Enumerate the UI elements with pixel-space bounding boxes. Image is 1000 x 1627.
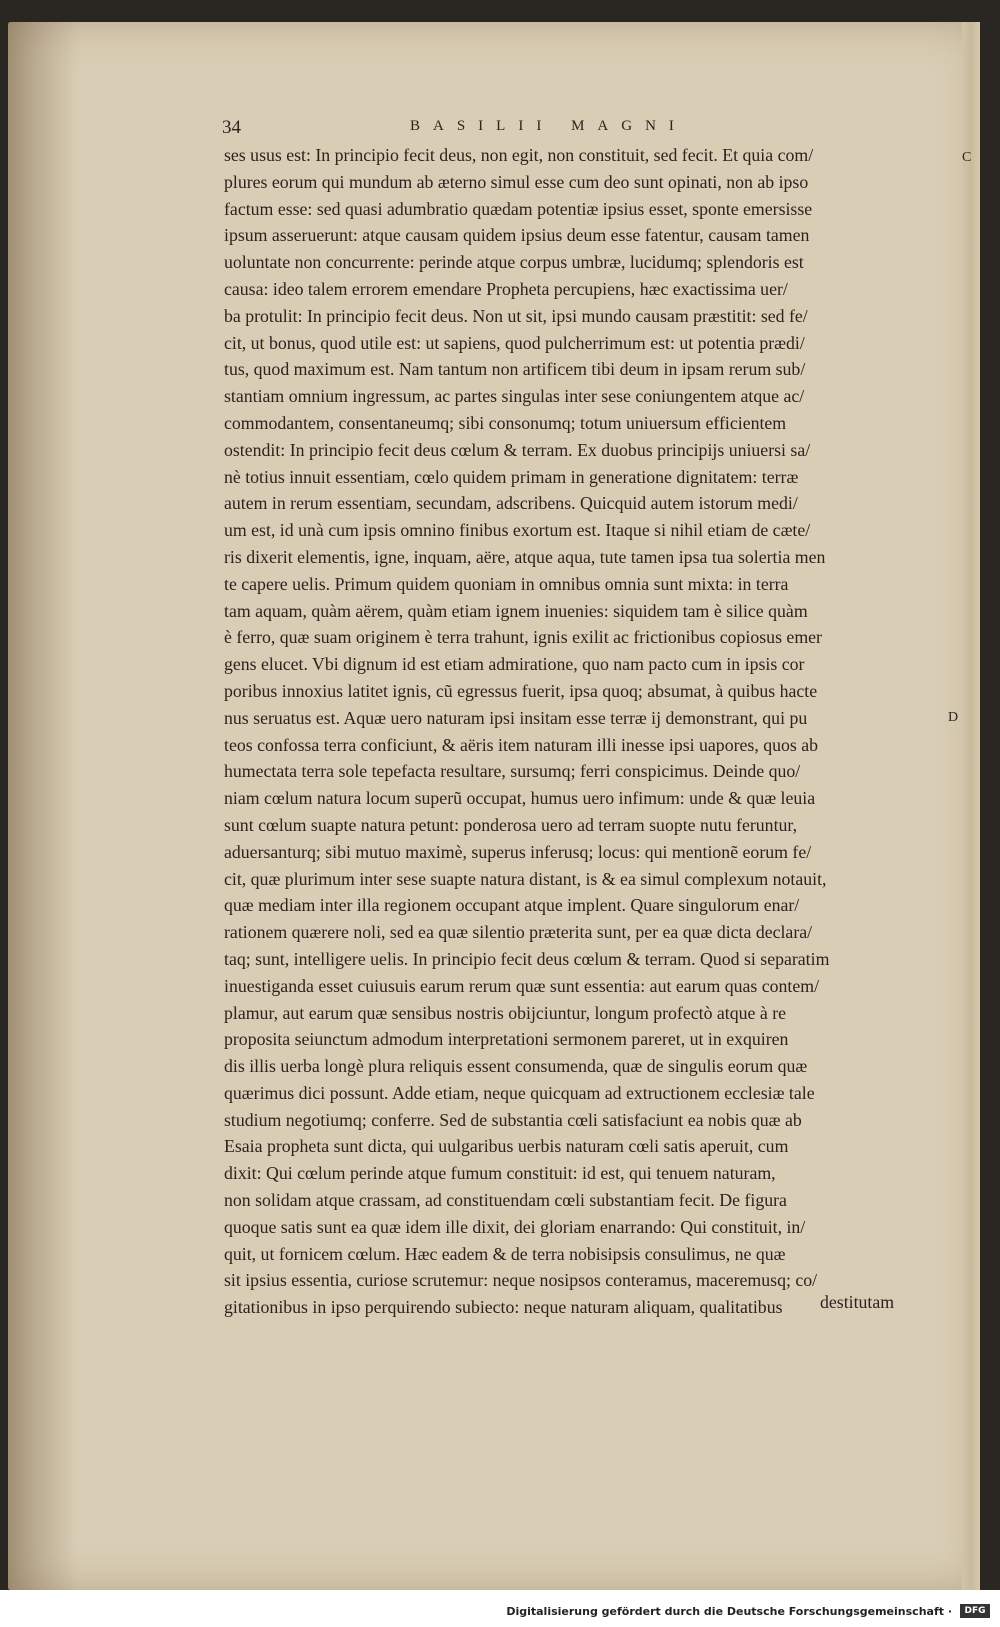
text-line: ipsum asseruerunt: atque causam quidem ipsius deum esse fatentur, causam tamen: [224, 225, 810, 246]
text-line: factum esse: sed quasi adumbratio quædam potentiæ ipsius esset, sponte emersisse: [224, 198, 813, 219]
page-header: [222, 117, 972, 139]
text-line: sunt cœlum suapte natura petunt: ponderosa uero ad terram suopte nutu feruntur,: [224, 814, 798, 835]
margin-letter-d: D: [948, 710, 959, 725]
text-line: ostendit: In principio fecit deus cœlum & terram. Ex duobus principijs uniuersi sa/: [224, 439, 811, 460]
text-line: taq; sunt, intelligere uelis. In principio fecit deus cœlum & terram. Quod si separatim: [224, 948, 830, 969]
text-line: nus seruatus est. Aquæ uero naturam ipsi insitam esse terræ ij demonstrant, qui pu: [224, 707, 808, 728]
running-title: BASILII MAGNI: [410, 118, 687, 134]
text-line: rationem quærere noli, sed ea quæ silentio præterita sunt, per ea quæ dicta declara/: [224, 922, 813, 943]
text-line: autem in rerum essentiam, secundam, adscribens. Quicquid autem istorum medi/: [224, 493, 798, 514]
text-line: plures eorum qui mundum ab æterno simul esse cum deo sunt opinati, non ab ipso: [224, 171, 809, 192]
text-line: humectata terra sole tepefacta resultare, sursumq; ferri conspicimus. Deinde quo/: [224, 761, 801, 782]
text-line: um est, id unà cum ipsis omnino finibus exortum est. Itaque si nihil etiam de cæte/: [224, 520, 811, 541]
text-line: cit, quæ plurimum inter sese suapte natura distant, is & ea simul complexum notauit,: [224, 868, 827, 889]
text-line: tus, quod maximum est. Nam tantum non artificem tibi deum in ipsam rerum sub/: [224, 359, 806, 380]
footer-bar: [0, 1590, 1000, 1627]
page-edge: [962, 22, 980, 1590]
text-line: Esaia propheta sunt dicta, qui uulgaribus uerbis naturam cœli satis aperuit, cum: [224, 1136, 789, 1157]
text-line: poribus innoxius latitet ignis, cũ egressus fuerit, ipsa quoq; absumat, à quibus hacte: [224, 680, 818, 701]
text-line: ris dixerit elementis, igne, inquam, aëre, atque aqua, tute tamen ipsa tua solertia men: [224, 546, 826, 567]
text-line: plamur, aut earum quæ sensibus nostris obijciuntur, longum profectò atque à re: [224, 1002, 787, 1023]
text-line: te capere uelis. Primum quidem quoniam in omnibus omnia sunt mixta: in terra: [224, 573, 789, 594]
text-line: stantiam omnium ingressum, ac partes singulas inter sese coniungentem atque ac/: [224, 386, 805, 407]
text-line: niam cœlum natura locum superũ occupat, humus uero infimum: unde & quæ leuia: [224, 788, 816, 809]
text-line: ses usus est: In principio fecit deus, non egit, non constituit, sed fecit. Et quia com/: [224, 145, 814, 165]
text-line: sit ipsius essentia, curiose scrutemur: neque nosipsos conteramus, maceremusq; co/: [224, 1270, 818, 1291]
text-line: non solidam atque crassam, ad constituendam cœli substantiam fecit. De figura: [224, 1190, 787, 1211]
text-line: tam aquam, quàm aërem, quàm etiam ignem inuenies: siquidem tam è silice quàm: [224, 600, 808, 621]
text-line: commodantem, consentaneumq; sibi consonumq; totum uniuersum efficientem: [224, 412, 787, 433]
text-line: nè totius innuit essentiam, cœlo quidem primam in generatione dignitatem: terræ: [224, 466, 799, 487]
body-text: [224, 142, 952, 1321]
text-line: causa: ideo talem errorem emendare Propheta percupiens, hæc exactissima uer/: [224, 278, 788, 299]
catchword: destitutam: [820, 1292, 895, 1312]
text-line: quoque satis sunt ea quæ idem ille dixit, dei gloriam enarrando: Qui constituit, in/: [224, 1216, 806, 1237]
text-line: quærimus dici possunt. Adde etiam, neque quicquam ad extructionem ecclesiæ tale: [224, 1082, 815, 1103]
text-line: inuestiganda esset cuiusuis earum rerum quæ sunt essentia: aut earum quas contem/: [224, 975, 820, 996]
text-line: cit, ut bonus, quod utile est: ut sapiens, quod pulcherrimum est: ut potentia prædi/: [224, 332, 805, 353]
page-gutter-shadow: [8, 22, 78, 1590]
text-line: gens elucet. Vbi dignum id est etiam admiratione, quo nam pacto cum in ipsis cor: [224, 654, 805, 675]
text-line: proposita seiunctum admodum interpretationi sermonem pareret, ut in exquiren: [224, 1029, 789, 1050]
text-line: studium negotiumq; conferre. Sed de substantia cœli satisfaciunt ea nobis quæ ab: [224, 1109, 802, 1130]
text-line: teos confossa terra conficiunt, & aëris item naturam illi inesse ipsi uapores, quos ab: [224, 734, 819, 755]
text-line: aduersanturq; sibi mutuo maximè, superus inferusq; locus: qui mentionẽ eorum fe/: [224, 841, 812, 862]
text-line: uoluntate non concurrente: perinde atque corpus umbræ, lucidumq; splendoris est: [224, 252, 804, 273]
text-line: ba protulit: In principio fecit deus. Non ut sit, ipsi mundo causam præstitit: sed fe/: [224, 305, 808, 326]
text-line: dixit: Qui cœlum perinde atque fumum constituit: id est, qui tenuem naturam,: [224, 1163, 776, 1184]
folio-number: 34: [222, 117, 241, 138]
text-line: gitationibus in ipso perquirendo subiecto: neque naturam aliquam, qualitatibus: [224, 1297, 783, 1318]
margin-letter-c: C: [962, 150, 972, 165]
text-line: è ferro, quæ suam originem è terra trahunt, ignis exilit ac frictionibus copiosus emer: [224, 627, 822, 648]
text-line: quit, ut fornicem cœlum. Hæc eadem & de terra nobisipsis consulimus, ne quæ: [224, 1243, 786, 1264]
text-line: dis illis uerba longè plura reliquis essent consumenda, quæ de singulis eorum quæ: [224, 1056, 808, 1077]
text-line: quæ mediam inter illa regionem occupant atque implent. Quare singulorum enar/: [224, 895, 800, 916]
dfg-logo: DFG: [960, 1604, 990, 1618]
footer-credit: Digitalisierung gefördert durch die Deutsche Forschungsgemeinschaft ·: [506, 1605, 952, 1618]
